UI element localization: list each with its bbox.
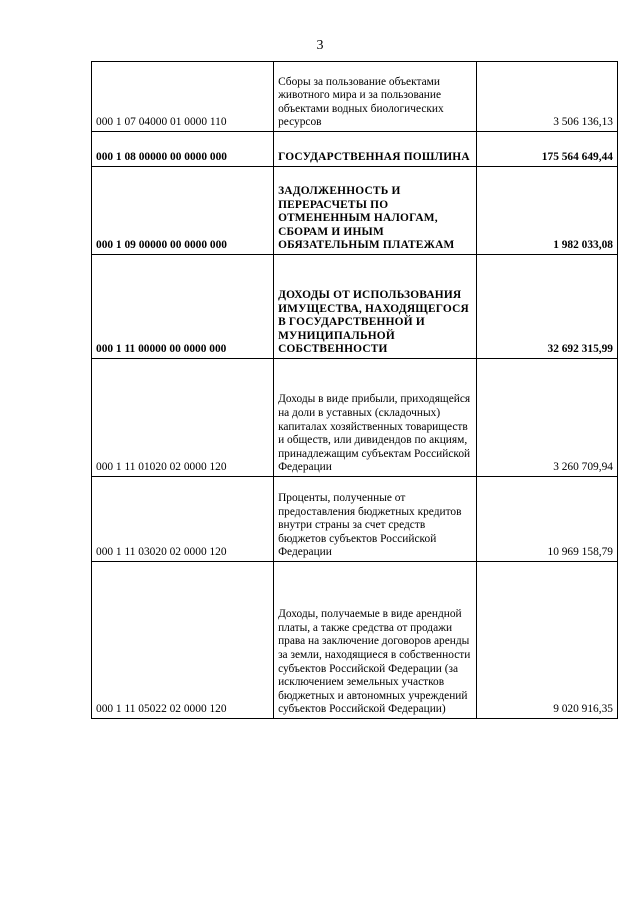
description-cell: Доходы в виде прибыли, приходящейся на доли в уставных (складочных) капиталах хозяйственных товариществ и обществ, или дивидендов по акциям, принадлежащим субъектам Российской Федерации (274, 359, 477, 477)
amount-cell: 10 969 158,79 (477, 477, 618, 562)
budget-revenue-table (91, 61, 618, 719)
description-cell: Сборы за пользование объектами животного мира и за пользование объектами водных биологических ресурсов (274, 62, 477, 132)
budget-code-cell: 000 1 08 00000 00 0000 000 (92, 132, 274, 167)
budget-code-cell: 000 1 09 00000 00 0000 000 (92, 167, 274, 255)
description-cell: ГОСУДАРСТВЕННАЯ ПОШЛИНА (274, 132, 477, 167)
budget-code-cell: 000 1 11 05022 02 0000 120 (92, 562, 274, 719)
description-cell: Проценты, полученные от предоставления бюджетных кредитов внутри страны за счет средств бюджетов субъектов Российской Федерации (274, 477, 477, 562)
amount-cell: 9 020 916,35 (477, 562, 618, 719)
table-row (92, 132, 618, 167)
table-row (92, 255, 618, 359)
table-row (92, 477, 618, 562)
table-row (92, 62, 618, 132)
amount-cell: 32 692 315,99 (477, 255, 618, 359)
description-cell: Доходы, получаемые в виде арендной платы, а также средства от продажи права на заключение договоров аренды за земли, находящиеся в собственности субъектов Российской Федерации (за исключением земельных участков бюджетных и автономных учреждений субъектов Российской Федерации) (274, 562, 477, 719)
amount-cell: 3 260 709,94 (477, 359, 618, 477)
page-number: 3 (316, 38, 324, 53)
description-cell: ЗАДОЛЖЕННОСТЬ И ПЕРЕРАСЧЕТЫ ПО ОТМЕНЕННЫМ НАЛОГАМ, СБОРАМ И ИНЫМ ОБЯЗАТЕЛЬНЫМ ПЛАТЕЖАМ (274, 167, 477, 255)
budget-code-cell: 000 1 11 03020 02 0000 120 (92, 477, 274, 562)
budget-code-cell: 000 1 11 00000 00 0000 000 (92, 255, 274, 359)
description-cell: ДОХОДЫ ОТ ИСПОЛЬЗОВАНИЯ ИМУЩЕСТВА, НАХОДЯЩЕГОСЯ В ГОСУДАРСТВЕННОЙ И МУНИЦИПАЛЬНОЙ СОБСТВЕННОСТИ (274, 255, 477, 359)
amount-cell: 3 506 136,13 (477, 62, 618, 132)
amount-cell: 175 564 649,44 (477, 132, 618, 167)
budget-code-cell: 000 1 11 01020 02 0000 120 (92, 359, 274, 477)
budget-code-cell: 000 1 07 04000 01 0000 110 (92, 62, 274, 132)
table-row (92, 167, 618, 255)
amount-cell: 1 982 033,08 (477, 167, 618, 255)
table-row (92, 359, 618, 477)
table-row (92, 562, 618, 719)
